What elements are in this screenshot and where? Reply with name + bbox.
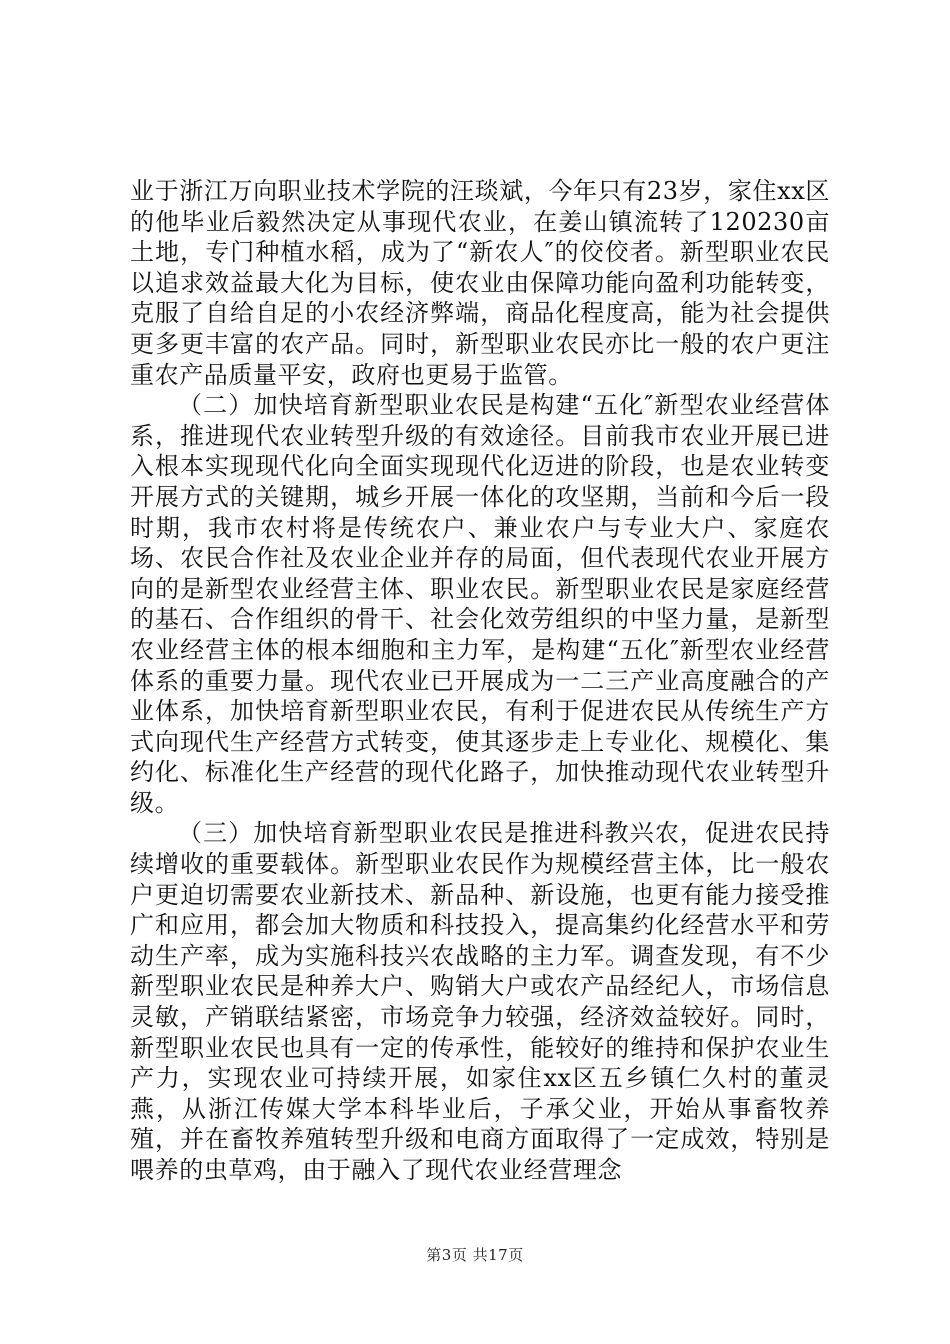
paragraph-3: （三）加快培育新型职业农民是推进科教兴农，促进农民持续增收的重要载体。新型职业农民作为规模经营主体，比一般农户更迫切需要农业新技术、新品种、新设施，也更有能力接受推广和应用，都会加大物质和科技投入，提高集约化经营水平和劳动生产率，成为实施科技兴农战略的主力军。调查发现，有不少新型职业农民是种养大户、购销大户或农产品经纪人，市场信息灵敏，产销联结紧密，市场竞争力较强，经济效益较好。同时，新型职业农民也具有一定的传承性，能较好的维持和保护农业生产力，实现农业可持续开展，如家住xx区五乡镇仁久村的董灵燕，从浙江传媒大学本科毕业后，子承父业，开始从事畜牧养殖，并在畜牧养殖转型升级和电商方面取得了一定成效，特别是喂养的虫草鸡，由于融入了现代农业经营理念 [130,819,830,1184]
paragraph-1: 业于浙江万向职业技术学院的汪琰斌，今年只有23岁，家住xx区的他毕业后毅然决定从事现代农业，在姜山镇流转了120230亩土地，专门种植水稻，成为了“新农人″的佼佼者。新型职业农民以追求效益最大化为目标，使农业由保障功能向盈利功能转变，克服了自给自足的小农经济弊端，商品化程度高，能为社会提供更多更丰富的农产品。同时，新型职业农民亦比一般的农户更注重农产品质量平安，政府也更易于监管。 [130,177,830,389]
document-body [130,176,830,1186]
page-number-footer: 第3页 共17页 [426,1246,524,1264]
paragraph-2: （二）加快培育新型职业农民是构建“五化″新型农业经营体系，推进现代农业转型升级的有效途径。目前我市农业开展已进入根本实现现代化向全面实现现代化迈进的阶段，也是农业转变开展方式的关键期，城乡开展一体化的攻坚期，当前和今后一段时期，我市农村将是传统农户、兼业农户与专业大户、家庭农场、农民合作社及农业企业并存的局面，但代表现代农业开展方向的是新型农业经营主体、职业农民。新型职业农民是家庭经营的基石、合作组织的骨干、社会化效劳组织的中坚力量，是新型农业经营主体的根本细胞和主力军，是构建“五化″新型农业经营体系的重要力量。现代农业已开展成为一二三产业高度融合的产业体系，加快培育新型职业农民，有利于促进农民从传统生产方式向现代生产经营方式转变，使其逐步走上专业化、规模化、集约化、标准化生产经营的现代化路子，加快推动现代农业转型升级。 [130,391,830,817]
